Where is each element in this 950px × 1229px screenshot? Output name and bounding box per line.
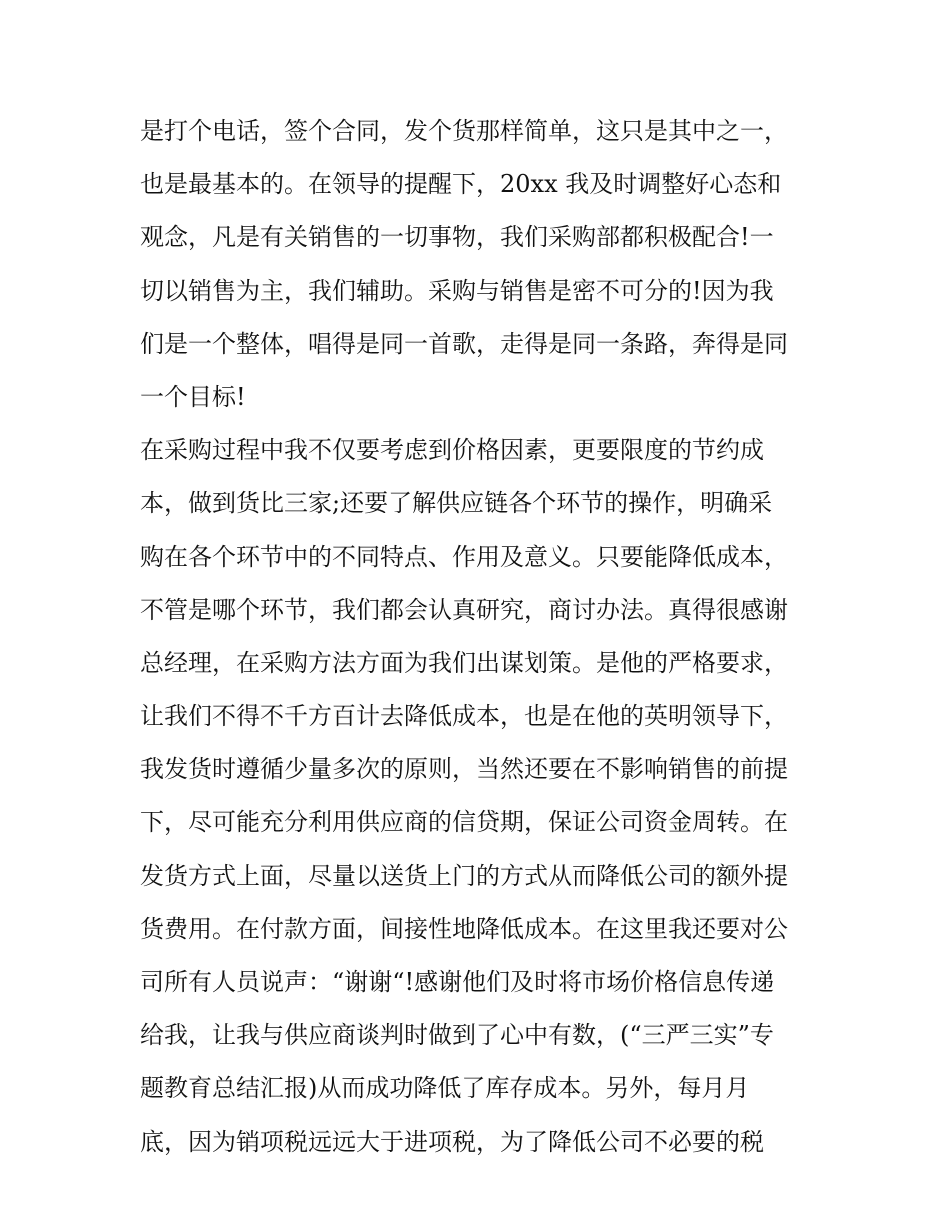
- text-line: 本，做到货比三家;还要了解供应链各个环节的操作，明确采: [140, 489, 773, 518]
- text-line: 下，尽可能充分利用供应商的信贷期，保证公司资金周转。在: [140, 808, 788, 837]
- text-line: 购在各个环节中的不同特点、作用及意义。只要能降低成本，: [140, 542, 788, 571]
- text-line: 是打个电话，签个合同，发个货那样简单，这只是其中之一，: [140, 117, 788, 145]
- text-line: 不管是哪个环节，我们都会认真研究，商讨办法。真得很感谢: [140, 595, 788, 624]
- text-line: 让我们不得不千方百计去降低成本，也是在他的英明领导下，: [140, 702, 788, 731]
- text-line: 货费用。在付款方面，间接性地降低成本。在这里我还要对公: [140, 914, 788, 943]
- text-line: 题教育总结汇报)从而成功降低了库存成本。另外，每月月: [140, 1074, 750, 1103]
- text-line: 给我，让我与供应商谈判时做到了心中有数，(“三严三实”专: [140, 1021, 774, 1050]
- text-line: 也是最基本的。在领导的提醒下，20xx 我及时调整好心态和: [140, 170, 782, 199]
- text-line: 我发货时遵循少量多次的原则，当然还要在不影响销售的前提: [140, 755, 788, 784]
- text-line: 切以销售为主，我们辅助。采购与销售是密不可分的!因为我: [140, 276, 774, 305]
- text-line: 在采购过程中我不仅要考虑到价格因素，更要限度的节约成: [140, 436, 764, 465]
- text-line: 发货方式上面，尽量以送货上门的方式从而降低公司的额外提: [140, 861, 788, 890]
- text-line: 们是一个整体，唱得是同一首歌，走得是同一条路，奔得是同: [140, 329, 788, 358]
- text-line: 一个目标!: [140, 382, 246, 411]
- text-line: 总经理，在采购方法方面为我们出谋划策。是他的严格要求，: [140, 648, 788, 677]
- text-line: 底，因为销项税远远大于进项税，为了降低公司不必要的税: [140, 1127, 764, 1156]
- document-body: [140, 105, 820, 1169]
- text-line: 司所有人员说声：“谢谢“!感谢他们及时将市场价格信息传递: [140, 968, 775, 996]
- text-line: 观念，凡是有关销售的一切事物，我们采购部都积极配合!一: [140, 223, 774, 252]
